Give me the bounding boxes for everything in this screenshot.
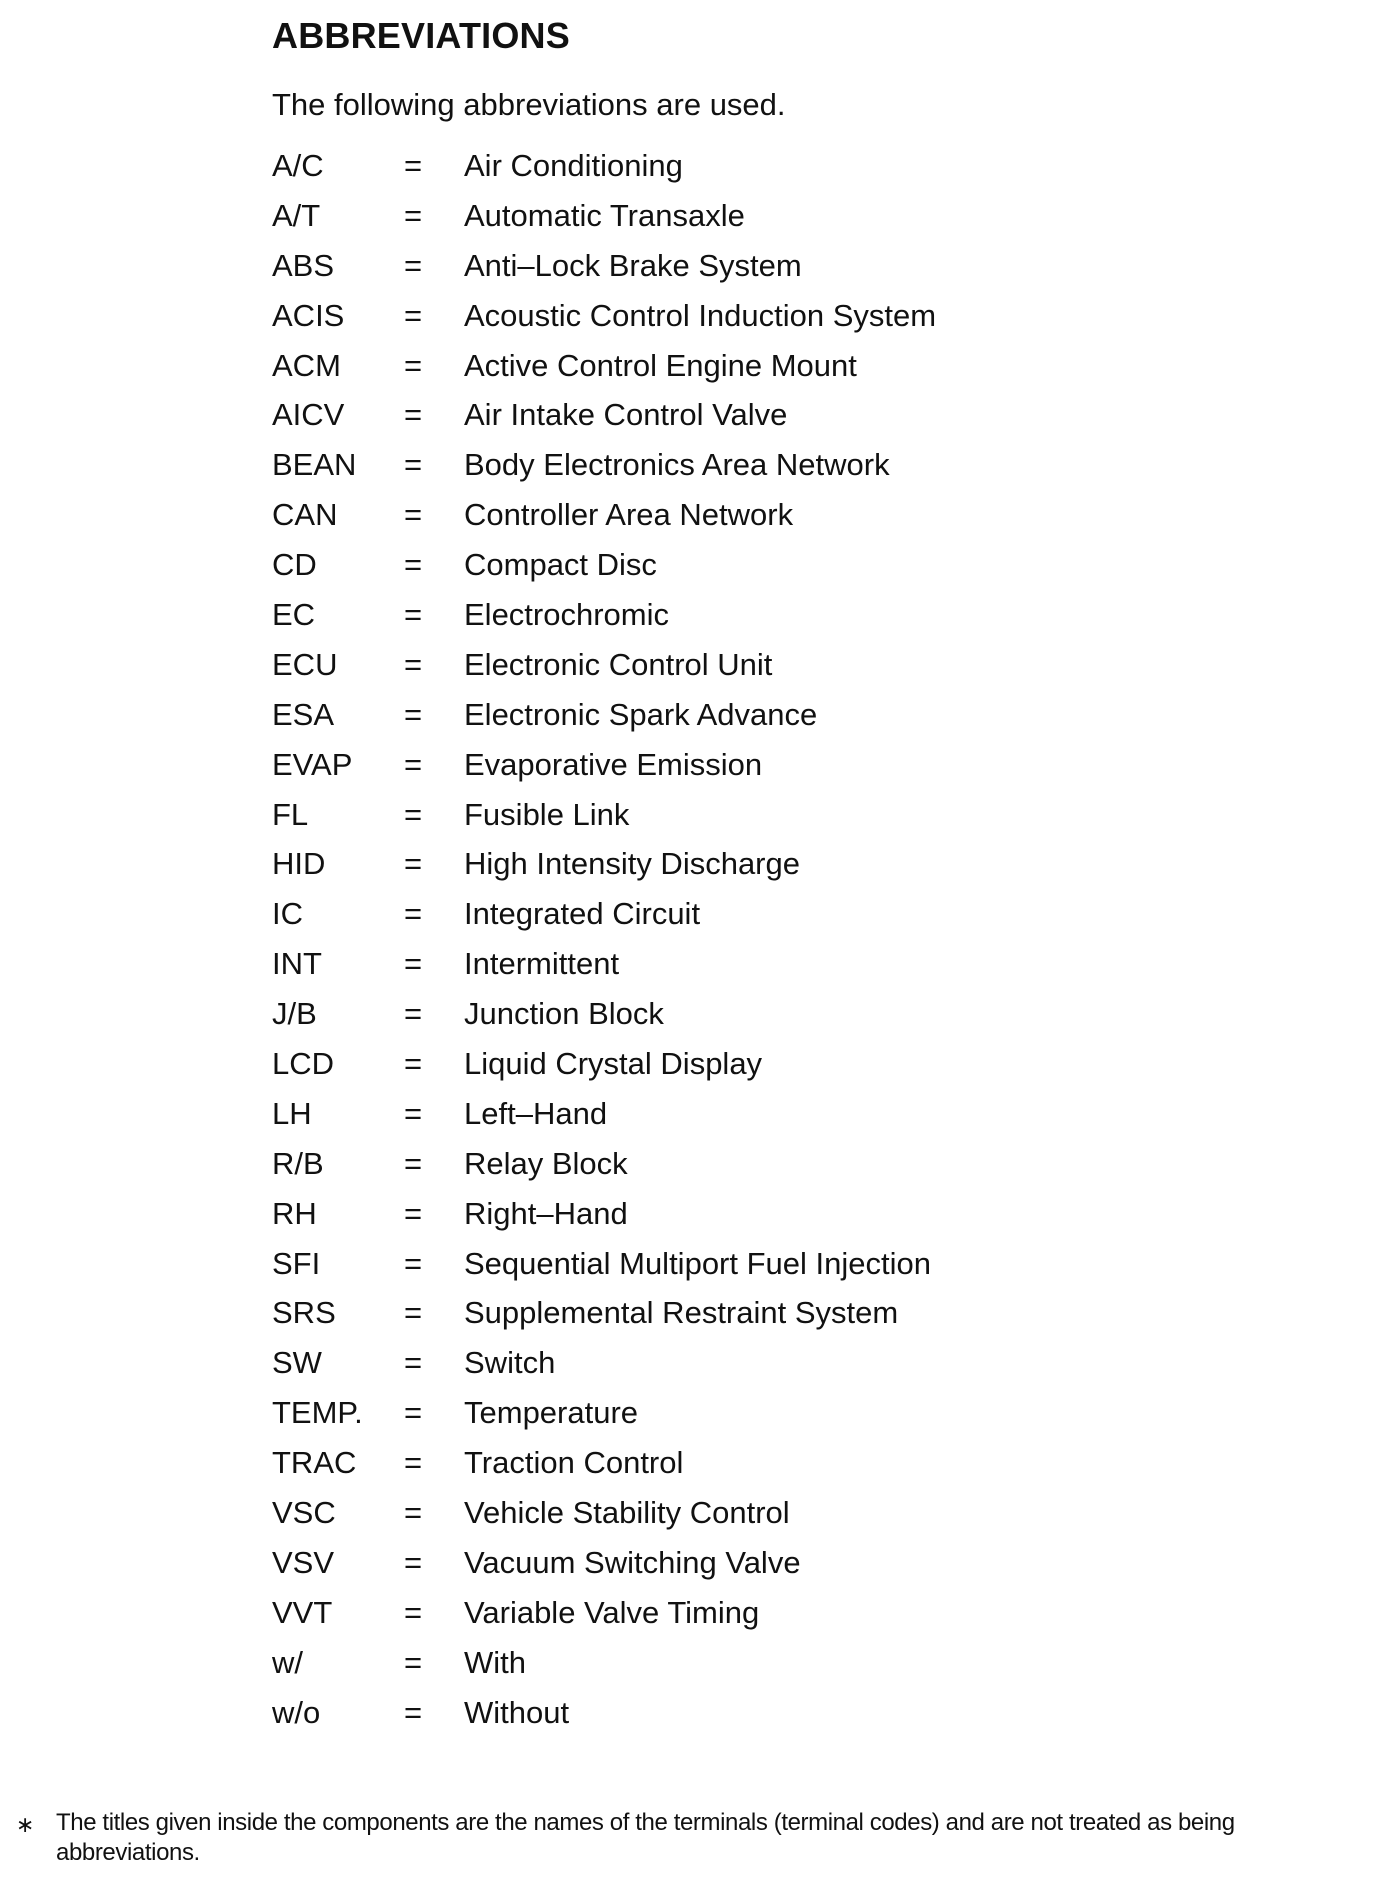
list-item: [272, 1438, 1352, 1488]
equals-sign: =: [404, 1594, 423, 1630]
equals-sign: =: [404, 1045, 423, 1081]
abbreviation-code: ACIS: [272, 297, 345, 333]
list-item: [272, 889, 1352, 939]
list-item: [272, 690, 1352, 740]
equals-sign: =: [404, 1445, 423, 1481]
abbreviation-meaning: Automatic Transaxle: [464, 197, 745, 233]
list-item: [272, 939, 1352, 989]
list-item: [272, 640, 1352, 690]
equals-sign: =: [404, 1145, 423, 1181]
abbreviation-code: IC: [272, 896, 303, 932]
list-item: [272, 740, 1352, 790]
abbreviation-code: SFI: [272, 1245, 321, 1281]
abbreviation-code: CAN: [272, 497, 338, 533]
list-item: [272, 241, 1352, 291]
list-item: [272, 1139, 1352, 1189]
equals-sign: =: [404, 596, 423, 632]
equals-sign: =: [404, 796, 423, 832]
abbreviation-code: w/o: [272, 1694, 321, 1730]
equals-sign: =: [404, 347, 423, 383]
abbreviation-meaning: Left–Hand: [464, 1095, 608, 1131]
abbreviation-code: CD: [272, 547, 317, 583]
list-item: [272, 141, 1352, 191]
intro-text: The following abbreviations are used.: [272, 87, 786, 122]
list-item: [272, 490, 1352, 540]
abbreviation-meaning: Controller Area Network: [464, 497, 794, 533]
abbreviation-code: VVT: [272, 1594, 333, 1630]
footnote-text: The titles given inside the components are the names of the terminals (terminal codes) and are not treated as being abbreviations.: [56, 1809, 1235, 1866]
abbreviation-meaning: Air Intake Control Valve: [464, 397, 788, 433]
equals-sign: =: [404, 447, 423, 483]
abbreviation-meaning: Relay Block: [464, 1145, 628, 1181]
list-item: [272, 540, 1352, 590]
list-item: [272, 1688, 1352, 1738]
list-item: [272, 1588, 1352, 1638]
abbreviation-meaning: Evaporative Emission: [464, 746, 763, 782]
abbreviation-list: [272, 141, 1352, 1738]
equals-sign: =: [404, 1494, 423, 1530]
list-item: [272, 291, 1352, 341]
footnote: [16, 1808, 1376, 1868]
abbreviation-meaning: Electrochromic: [464, 596, 669, 632]
equals-sign: =: [404, 297, 423, 333]
abbreviation-meaning: Supplemental Restraint System: [464, 1295, 899, 1331]
list-item: [272, 1538, 1352, 1588]
abbreviation-meaning: Integrated Circuit: [464, 896, 701, 932]
list-item: [272, 1488, 1352, 1538]
abbreviation-code: EC: [272, 596, 316, 632]
abbreviation-code: VSV: [272, 1544, 335, 1580]
abbreviation-code: EVAP: [272, 746, 353, 782]
abbreviation-code: A/C: [272, 147, 324, 183]
abbreviation-meaning: Fusible Link: [464, 796, 630, 832]
abbreviation-code: RH: [272, 1195, 317, 1231]
list-item: [272, 440, 1352, 490]
list-item: [272, 390, 1352, 440]
abbreviation-meaning: Compact Disc: [464, 547, 657, 583]
abbreviation-code: VSC: [272, 1494, 336, 1530]
abbreviation-meaning: Air Conditioning: [464, 147, 683, 183]
list-item: [272, 1288, 1352, 1338]
equals-sign: =: [404, 996, 423, 1032]
abbreviation-code: HID: [272, 846, 326, 882]
list-item: [272, 1239, 1352, 1289]
equals-sign: =: [404, 896, 423, 932]
list-item: [272, 191, 1352, 241]
equals-sign: =: [404, 1345, 423, 1381]
list-item: [272, 590, 1352, 640]
equals-sign: =: [404, 197, 423, 233]
abbreviation-meaning: Liquid Crystal Display: [464, 1045, 763, 1081]
abbreviation-meaning: Electronic Spark Advance: [464, 696, 818, 732]
page-title: ABBREVIATIONS: [272, 15, 570, 56]
abbreviation-meaning: Electronic Control Unit: [464, 646, 773, 682]
abbreviation-meaning: Vehicle Stability Control: [464, 1494, 790, 1530]
asterisk-icon: ∗: [16, 1812, 35, 1837]
equals-sign: =: [404, 1295, 423, 1331]
list-item: [272, 1338, 1352, 1388]
abbreviation-code: FL: [272, 796, 309, 832]
abbreviation-code: TEMP.: [272, 1395, 363, 1431]
equals-sign: =: [404, 646, 423, 682]
abbreviation-code: J/B: [272, 996, 317, 1032]
abbreviation-code: R/B: [272, 1145, 324, 1181]
abbreviation-meaning: Right–Hand: [464, 1195, 628, 1231]
equals-sign: =: [404, 1644, 423, 1680]
equals-sign: =: [404, 746, 423, 782]
equals-sign: =: [404, 247, 423, 283]
equals-sign: =: [404, 147, 423, 183]
equals-sign: =: [404, 1195, 423, 1231]
abbreviation-code: TRAC: [272, 1445, 357, 1481]
equals-sign: =: [404, 946, 423, 982]
abbreviation-code: AICV: [272, 397, 345, 433]
abbreviation-meaning: Junction Block: [464, 996, 664, 1032]
equals-sign: =: [404, 397, 423, 433]
abbreviation-code: SRS: [272, 1295, 336, 1331]
list-item: [272, 989, 1352, 1039]
abbreviation-code: BEAN: [272, 447, 357, 483]
abbreviations-section: [272, 12, 1352, 1738]
list-item: [272, 1388, 1352, 1438]
abbreviation-code: ECU: [272, 646, 338, 682]
abbreviation-meaning: Without: [464, 1694, 570, 1730]
abbreviation-meaning: Switch: [464, 1345, 556, 1381]
abbreviation-meaning: Acoustic Control Induction System: [464, 297, 937, 333]
equals-sign: =: [404, 1694, 423, 1730]
abbreviation-meaning: With: [464, 1644, 526, 1680]
abbreviation-code: ACM: [272, 347, 341, 383]
equals-sign: =: [404, 1245, 423, 1281]
abbreviation-meaning: Body Electronics Area Network: [464, 447, 890, 483]
equals-sign: =: [404, 497, 423, 533]
list-item: [272, 1089, 1352, 1139]
abbreviation-meaning: High Intensity Discharge: [464, 846, 800, 882]
list-item: [272, 1638, 1352, 1688]
abbreviation-code: A/T: [272, 197, 321, 233]
abbreviation-code: ESA: [272, 696, 335, 732]
equals-sign: =: [404, 1095, 423, 1131]
abbreviation-meaning: Anti–Lock Brake System: [464, 247, 802, 283]
equals-sign: =: [404, 696, 423, 732]
equals-sign: =: [404, 1395, 423, 1431]
list-item: [272, 839, 1352, 889]
equals-sign: =: [404, 846, 423, 882]
equals-sign: =: [404, 1544, 423, 1580]
abbreviation-meaning: Variable Valve Timing: [464, 1594, 760, 1630]
abbreviation-code: ABS: [272, 247, 335, 283]
abbreviation-code: INT: [272, 946, 322, 982]
abbreviation-meaning: Vacuum Switching Valve: [464, 1544, 801, 1580]
abbreviation-code: SW: [272, 1345, 322, 1381]
list-item: [272, 1189, 1352, 1239]
list-item: [272, 790, 1352, 840]
abbreviation-meaning: Active Control Engine Mount: [464, 347, 857, 383]
list-item: [272, 341, 1352, 391]
abbreviation-meaning: Intermittent: [464, 946, 620, 982]
equals-sign: =: [404, 547, 423, 583]
abbreviation-meaning: Traction Control: [464, 1445, 684, 1481]
abbreviation-code: w/: [272, 1644, 303, 1680]
list-item: [272, 1039, 1352, 1089]
abbreviation-meaning: Temperature: [464, 1395, 639, 1431]
abbreviation-meaning: Sequential Multiport Fuel Injection: [464, 1245, 931, 1281]
abbreviation-code: LCD: [272, 1045, 335, 1081]
abbreviation-code: LH: [272, 1095, 312, 1131]
